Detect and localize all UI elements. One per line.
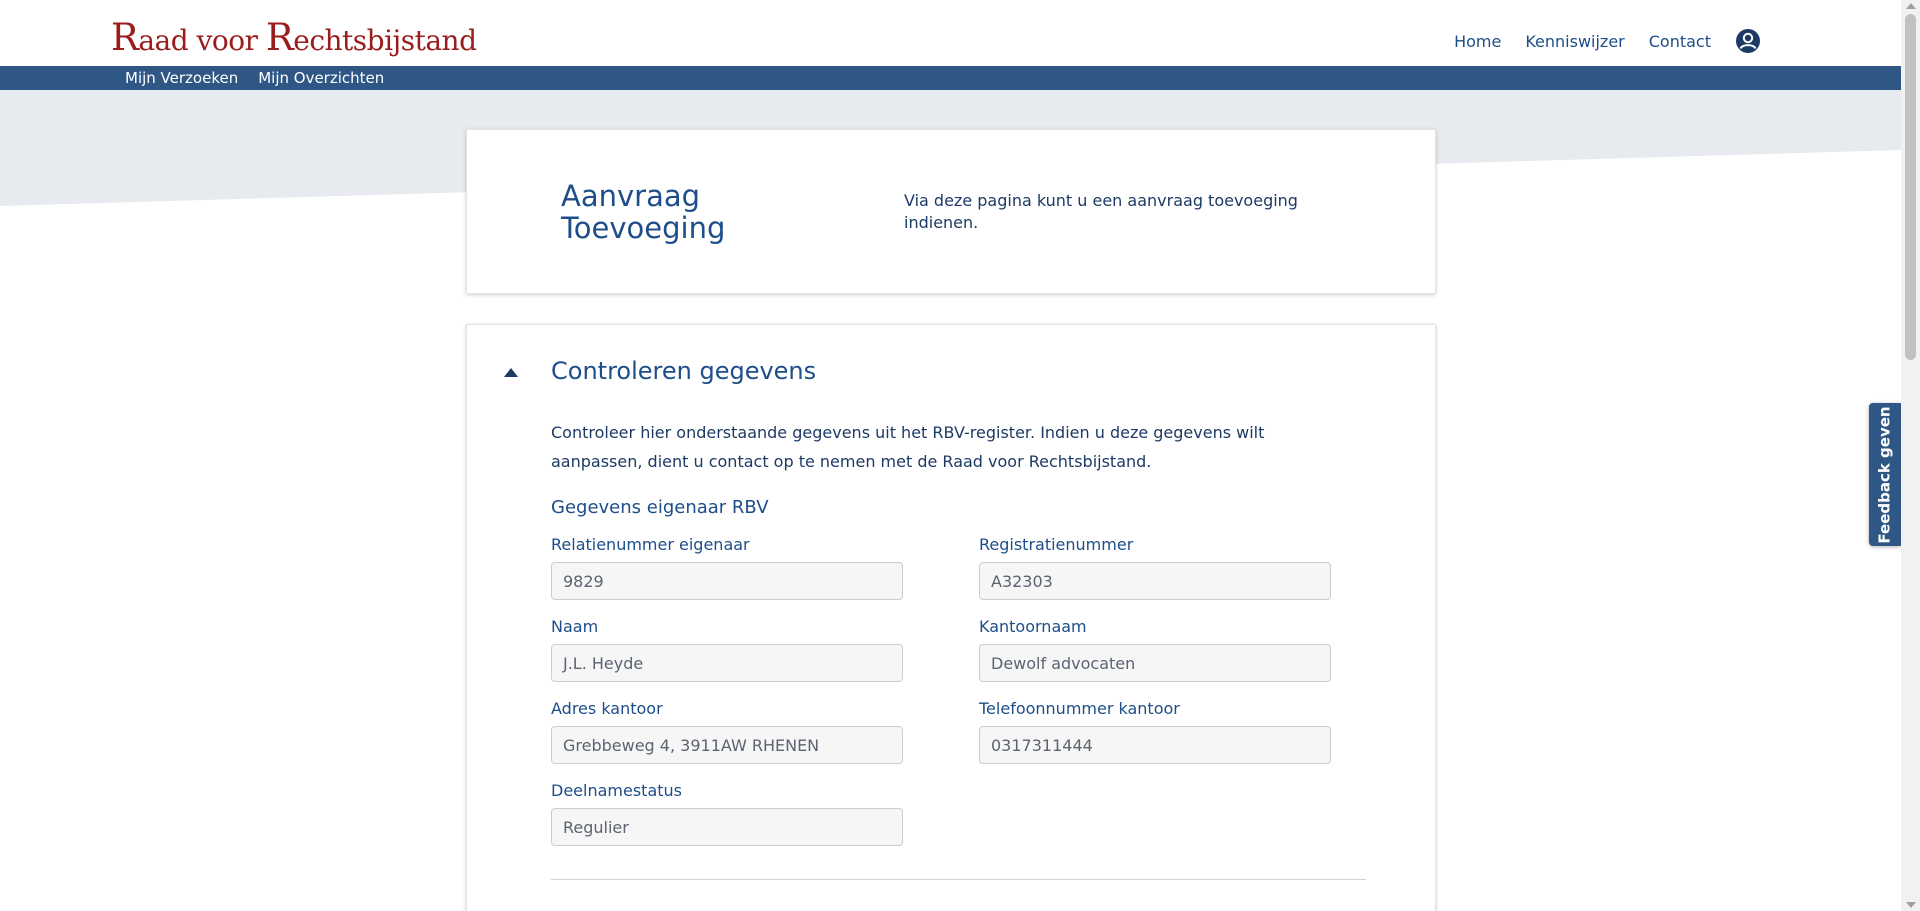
field-label: Telefoonnummer kantoor [979, 699, 1180, 718]
sub-navigation [0, 66, 1901, 90]
scroll-thumb[interactable] [1905, 14, 1916, 360]
scroll-down-icon[interactable] [1906, 902, 1916, 908]
field-label: Naam [551, 617, 599, 636]
feedback-button[interactable] [1869, 403, 1901, 546]
top-navigation [1454, 28, 1761, 54]
field-label: Deelnamestatus [551, 781, 682, 800]
field-relatienummer [551, 535, 903, 600]
field-label: Relatienummer eigenaar [551, 535, 750, 554]
deelnamestatus-input[interactable]: Regulier [551, 808, 903, 846]
scroll-up-icon[interactable] [1906, 3, 1916, 9]
relatienummer-input[interactable]: 9829 [551, 562, 903, 600]
field-adres-kantoor [551, 699, 903, 764]
caret-up-icon[interactable] [501, 364, 521, 380]
section-intro: Controleer hier onderstaande gegevens uit het RBV-register. Indien u deze gegevens wilt aanpassen, dient u contact op te nemen met de Raad voor Rechtsbijstand. [551, 423, 1265, 471]
site-logo[interactable]: Raad voor Rechtsbijstand [111, 16, 477, 59]
kantoornaam-input[interactable]: Dewolf advocaten [979, 644, 1331, 682]
page-description: Via deze pagina kunt u een aanvraag toevoeging indienen. [904, 191, 1298, 232]
section-title[interactable]: Controleren gegevens [551, 357, 817, 385]
field-label: Registratienummer [979, 535, 1134, 554]
field-deelnamestatus [551, 781, 903, 846]
page-title-card [466, 129, 1436, 294]
page-scrollbar[interactable] [1901, 0, 1920, 911]
feedback-label: Feedback geven [1876, 405, 1894, 544]
section-divider [551, 879, 1366, 880]
subnav-mijn-verzoeken[interactable]: Mijn Verzoeken [125, 69, 239, 87]
page-title: Aanvraag Toevoeging [561, 179, 726, 245]
field-registratienummer [979, 535, 1331, 600]
field-naam [551, 617, 903, 682]
field-telefoonnummer [979, 699, 1331, 764]
subnav-mijn-overzichten[interactable]: Mijn Overzichten [258, 69, 385, 87]
field-label: Kantoornaam [979, 617, 1087, 636]
controleren-gegevens-card [466, 324, 1436, 911]
naam-input[interactable]: J.L. Heyde [551, 644, 903, 682]
nav-home-link[interactable]: Home [1454, 31, 1502, 51]
registratienummer-input[interactable]: A32303 [979, 562, 1331, 600]
adres-kantoor-input[interactable]: Grebbeweg 4, 3911AW RHENEN [551, 726, 903, 764]
site-header [0, 0, 1901, 66]
telefoonnummer-input[interactable]: 0317311444 [979, 726, 1331, 764]
user-circle-icon[interactable] [1735, 28, 1761, 54]
nav-contact-link[interactable]: Contact [1648, 31, 1711, 51]
field-label: Adres kantoor [551, 699, 663, 718]
field-kantoornaam [979, 617, 1331, 682]
section-subheading: Gegevens eigenaar RBV [551, 497, 769, 518]
nav-kenniswijzer-link[interactable]: Kenniswijzer [1525, 31, 1625, 51]
